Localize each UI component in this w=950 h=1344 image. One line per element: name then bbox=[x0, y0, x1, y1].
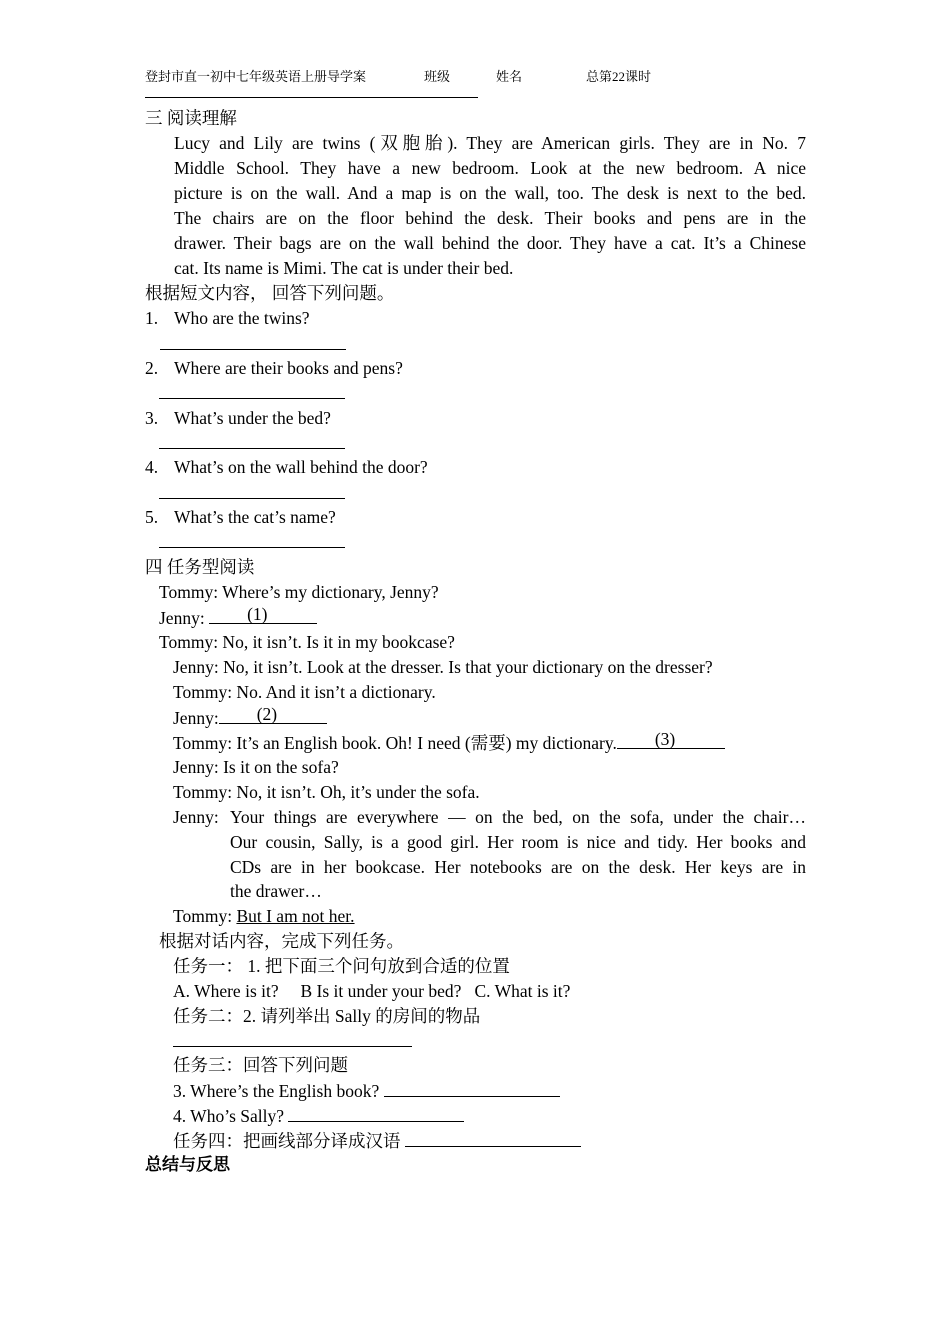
question-number: 5. bbox=[145, 507, 159, 527]
task4-label: 任务四：把画线部分译成汉语 bbox=[173, 1131, 401, 1151]
dialogue-line: Tommy: No, it isn’t. Is it in my bookcase? bbox=[159, 632, 455, 652]
answer-blank-4[interactable] bbox=[159, 498, 345, 499]
dialogue-blank-3[interactable] bbox=[617, 730, 725, 749]
dialogue-line bbox=[159, 605, 317, 630]
dialogue-line: Jenny: Is it on the sofa? bbox=[173, 757, 339, 777]
task3-answer-blank-3[interactable] bbox=[384, 1078, 560, 1097]
dialogue-line: Jenny: No, it isn’t. Look at the dresser. Is that your dictionary on the dresser? bbox=[173, 657, 713, 677]
passage-line: cat. Its name is Mimi. The cat is under their bed. bbox=[174, 258, 514, 278]
speaker-text: Tommy: bbox=[173, 906, 237, 926]
passage-line: Lucy and Lily are twins (双胞胎). They are American girls. They are in No. 7 bbox=[174, 133, 806, 153]
speaker-label: Jenny: bbox=[173, 807, 219, 827]
section3-heading: 三 阅读理解 bbox=[145, 108, 237, 128]
question-number: 4. bbox=[145, 457, 159, 477]
task3-answer-blank-4[interactable] bbox=[288, 1103, 464, 1122]
dialogue-line: Tommy: Where’s my dictionary, Jenny? bbox=[159, 582, 439, 602]
speaker-text: Jenny: bbox=[173, 708, 219, 728]
task3-question-3 bbox=[173, 1078, 560, 1103]
question-text: Who are the twins? bbox=[174, 308, 310, 328]
dialogue-blank-2[interactable] bbox=[219, 705, 327, 724]
task1-options: A. Where is it? B Is it under your bed? C. What is it? bbox=[173, 981, 571, 1001]
name-label: 姓名 bbox=[496, 69, 523, 84]
dialogue-line: Our cousin, Sally, is a good girl. Her room is nice and tidy. Her books and bbox=[230, 832, 806, 852]
answer-blank-5[interactable] bbox=[159, 547, 345, 548]
task2-answer-blank[interactable] bbox=[173, 1046, 412, 1047]
section4-instruction: 根据对话内容，完成下列任务。 bbox=[159, 931, 404, 951]
answer-blank-2[interactable] bbox=[159, 398, 345, 399]
question-text: What’s under the bed? bbox=[174, 408, 331, 428]
section4-heading: 四 任务型阅读 bbox=[145, 557, 255, 577]
dialogue-line bbox=[173, 904, 355, 928]
header-rule bbox=[145, 97, 478, 98]
task3-question-4 bbox=[173, 1103, 464, 1128]
question-text: 4. Who’s Sally? bbox=[173, 1106, 284, 1126]
dialogue-line: Tommy: No. And it isn’t a dictionary. bbox=[173, 682, 436, 702]
question-text: 3. Where’s the English book? bbox=[173, 1081, 380, 1101]
dialogue-line: Your things are everywhere — on the bed, on the sofa, under the chair… bbox=[230, 807, 806, 827]
blank-label: (3) bbox=[654, 729, 676, 749]
question-text: What’s the cat’s name? bbox=[174, 507, 336, 527]
question-number: 2. bbox=[145, 358, 159, 378]
task4-row bbox=[173, 1128, 581, 1153]
blank-label: (2) bbox=[256, 704, 278, 724]
passage-line: The chairs are on the floor behind the desk. Their books and pens are in the bbox=[174, 208, 806, 228]
dialogue-line: the drawer… bbox=[230, 881, 322, 901]
passage-line: picture is on the wall. And a map is on the wall, too. The desk is next to the bed. bbox=[174, 183, 806, 203]
dialogue-blank-1[interactable] bbox=[209, 605, 317, 624]
underlined-sentence: But I am not her. bbox=[236, 906, 355, 926]
dialogue-text: Tommy: It’s an English book. Oh! I need (需要) my dictionary. bbox=[173, 733, 617, 753]
answer-blank-1[interactable] bbox=[160, 349, 346, 350]
question-number: 3. bbox=[145, 408, 159, 428]
class-label: 班级 bbox=[424, 69, 451, 84]
blank-label: (1) bbox=[247, 604, 268, 624]
lesson-label: 总第22课时 bbox=[586, 69, 652, 84]
question-number: 1. bbox=[145, 308, 159, 328]
task4-answer-blank[interactable] bbox=[405, 1128, 581, 1147]
dialogue-line bbox=[173, 705, 327, 730]
page-header bbox=[145, 66, 705, 86]
dialogue-line: Tommy: No, it isn’t. Oh, it’s under the sofa. bbox=[173, 782, 480, 802]
question-text: What’s on the wall behind the door? bbox=[174, 457, 428, 477]
dialogue-line bbox=[173, 730, 725, 755]
dialogue-line: CDs are in her bookcase. Her notebooks are on the desk. Her keys are in bbox=[230, 857, 806, 877]
answer-blank-3[interactable] bbox=[159, 448, 345, 449]
passage-line: Middle School. They have a new bedroom. Look at the new bedroom. A nice bbox=[174, 158, 806, 178]
summary-heading: 总结与反思 bbox=[145, 1155, 230, 1175]
speaker-text: Jenny: bbox=[159, 608, 210, 628]
task2-label: 任务二：2. 请列举出 Sally 的房间的物品 bbox=[173, 1006, 481, 1026]
task1-label: 任务一： 1. 把下面三个问句放到合适的位置 bbox=[173, 956, 510, 976]
section3-instruction: 根据短文内容， 回答下列问题。 bbox=[145, 283, 395, 303]
school-title: 登封市直一初中七年级英语上册导学案 bbox=[145, 69, 367, 84]
question-text: Where are their books and pens? bbox=[174, 358, 403, 378]
passage-line: drawer. Their bags are on the wall behind the door. They have a cat. It’s a Chinese bbox=[174, 233, 806, 253]
task3-label: 任务三：回答下列问题 bbox=[173, 1055, 348, 1075]
